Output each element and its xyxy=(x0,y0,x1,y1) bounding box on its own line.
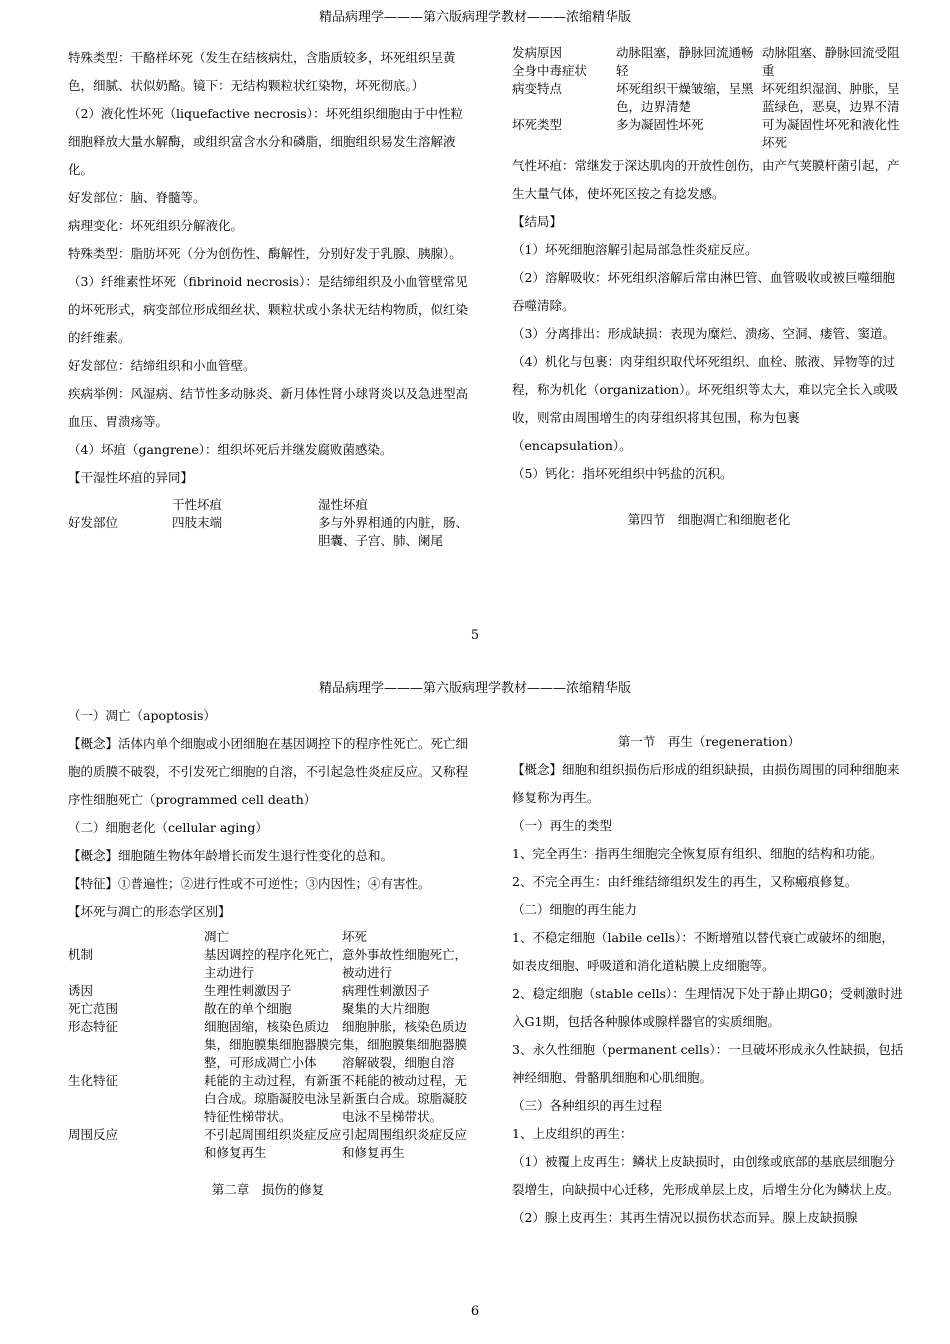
table-cell: 不引起周围组织炎症反应和修复再生 xyxy=(204,1127,342,1160)
table-cell: 形态特征 xyxy=(68,1019,119,1034)
paragraph: （3）纤维素性坏死（fibrinoid necrosis）：是结缔组织及小血管壁常见的坏死形式，病变部位形成细丝状、颗粒状或小条状无结构物质，似红染的纤维素。 xyxy=(68,274,469,345)
page-6 xyxy=(0,665,950,1344)
table-header-row xyxy=(68,928,468,946)
section-title: 第四节 细胞凋亡和细胞老化 xyxy=(627,512,791,527)
table-header xyxy=(68,928,204,946)
paragraph: 【概念】细胞随生物体年龄增长而发生退行性变化的总和。 xyxy=(68,848,394,863)
table-row xyxy=(68,514,468,550)
chapter-title: 第二章 损伤的修复 xyxy=(211,1182,325,1197)
paragraph: （2）腺上皮再生：其再生情况以损伤状态而异。腺上皮缺损腺 xyxy=(512,1210,858,1225)
table-header: 凋亡 xyxy=(204,929,230,944)
table-cell: 周围反应 xyxy=(68,1127,119,1142)
paragraph: 1、上皮组织的再生： xyxy=(512,1126,633,1141)
paragraph: （2）液化性坏死（liquefactive necrosis）：坏死组织细胞由于中性粒细胞释放大量水解酶，或组织富含水分和磷脂，细胞组织易发生溶解液化。 xyxy=(68,106,463,177)
gangrene-table-head xyxy=(68,496,468,550)
paragraph: 好发部位：结缔组织和小血管壁。 xyxy=(68,358,256,373)
table-cell: 坏死组织干燥皱缩，呈黑色，边界清楚 xyxy=(616,81,754,114)
paragraph: 【特征】①普遍性；②进行性或不可逆性；③内因性；④有害性。 xyxy=(68,876,431,891)
paragraph: 好发部位：脑、脊髓等。 xyxy=(68,190,206,205)
section-heading: 【坏死与凋亡的形态学区别】 xyxy=(68,904,231,919)
table-header-row xyxy=(68,496,468,514)
table-cell: 聚集的大片细胞 xyxy=(342,1001,430,1016)
paragraph: 1、完全再生：指再生细胞完全恢复原有组织、细胞的结构和功能。 xyxy=(512,846,883,861)
table-cell: 细胞固缩，核染色质边集，细胞膜集细胞器膜完整，可形成凋亡小体 xyxy=(204,1019,342,1070)
table-row xyxy=(512,62,906,80)
table-cell: 引起周围组织炎症反应和修复再生 xyxy=(342,1127,468,1160)
table-cell: 四肢末端 xyxy=(172,515,223,530)
paragraph: 【概念】细胞和组织损伤后形成的组织缺损，由损伤周围的同种细胞来修复称为再生。 xyxy=(512,762,900,805)
table-cell: 全身中毒症状 xyxy=(512,63,588,78)
table-cell: 意外事故性细胞死亡，被动进行 xyxy=(342,947,468,980)
table-header: 湿性坏疽 xyxy=(318,497,369,512)
table-cell: 重 xyxy=(762,63,775,78)
table-header: 坏死 xyxy=(342,929,368,944)
paragraph: （4）坏疽（gangrene）：组织坏死后并继发腐败菌感染。 xyxy=(68,442,393,457)
left-column xyxy=(68,702,468,1204)
table-cell: 生理性刺激因子 xyxy=(204,983,292,998)
table-cell: 生化特征 xyxy=(68,1073,119,1088)
paragraph: 气性坏疽：常继发于深达肌肉的开放性创伤，由产气荚膜杆菌引起，产生大量气体，使坏死区按之有捻发感。 xyxy=(512,158,900,201)
paragraph: （4）机化与包裹：肉芽组织取代坏死组织、血栓、脓液、异物等的过程，称为机化（organization）。坏死组织等太大，难以完全长入或吸收，则常由周围增生的肉芽组织将其包围，称为包裹（encapsulation）。 xyxy=(512,354,898,453)
paragraph: （1）被覆上皮再生：鳞状上皮缺损时，由创缘或底部的基底层细胞分裂增生，向缺损中心迁移，先形成单层上皮，后增生分化为鳞状上皮。 xyxy=(512,1154,900,1197)
paragraph: （一）再生的类型 xyxy=(512,818,613,833)
paragraph: （二）细胞的再生能力 xyxy=(512,902,638,917)
paragraph: （1）坏死细胞溶解引起局部急性炎症反应。 xyxy=(512,242,758,257)
table-cell: 好发部位 xyxy=(68,515,119,530)
page-5 xyxy=(0,0,950,660)
table-cell: 病变特点 xyxy=(512,81,563,96)
table-cell: 死亡范围 xyxy=(68,1001,119,1016)
table-cell: 多与外界相通的内脏，肠、胆囊、子宫、肺、阑尾 xyxy=(318,515,469,548)
paragraph: （三）各种组织的再生过程 xyxy=(512,1098,663,1113)
paragraph: 疾病举例：风湿病、结节性多动脉炎、新月体性肾小球肾炎以及急进型高血压、胃溃疡等。 xyxy=(68,386,469,429)
table-cell: 动脉阻塞，静脉回流通畅 xyxy=(616,45,754,60)
paragraph: （2）溶解吸收：坏死组织溶解后常由淋巴管、血管吸收或被巨噬细胞吞噬清除。 xyxy=(512,270,895,313)
paragraph: 【概念】活体内单个细胞或小团细胞在基因调控下的程序性死亡。死亡细胞的质膜不破裂，不引发死亡细胞的自溶，不引起急性炎症反应。又称程序性细胞死亡（programmed cell death） xyxy=(68,736,469,807)
table-cell: 病理性刺激因子 xyxy=(342,983,430,998)
table-cell: 坏死组织湿润、肿胀，呈蓝绿色，恶臭，边界不清 xyxy=(762,81,900,114)
paragraph: 病理变化：坏死组织分解液化。 xyxy=(68,218,244,233)
table-cell: 细胞肿胀，核染色质边集，细胞膜集细胞器膜溶解破裂，细胞自溶 xyxy=(342,1019,468,1070)
paragraph: 特殊类型：干酪样坏死（发生在结核病灶，含脂质较多，坏死组织呈黄色，细腻、状似奶酪。镜下：无结构颗粒状红染物，坏死彻底。） xyxy=(68,50,456,93)
right-column xyxy=(512,728,906,1232)
table-row xyxy=(512,44,906,62)
paragraph: （一）凋亡（apoptosis） xyxy=(68,708,216,723)
section-heading: 【干湿性坏疽的异同】 xyxy=(68,470,194,485)
paragraph: 1、不稳定细胞（labile cells）：不断增殖以替代衰亡或破坏的细胞，如表皮细胞、呼吸道和消化道粘膜上皮细胞等。 xyxy=(512,930,894,973)
table-cell: 可为凝固性坏死和液化性坏死 xyxy=(762,117,900,150)
table-cell: 散在的单个细胞 xyxy=(204,1001,292,1016)
page-number: 6 xyxy=(470,1304,480,1319)
apoptosis-necrosis-table xyxy=(68,928,468,1162)
table-cell: 耗能的主动过程，有新蛋白合成。琼脂凝胶电泳呈特征性梯带状。 xyxy=(204,1073,342,1124)
paragraph: 2、稳定细胞（stable cells）：生理情况下处于静止期G0；受刺激时进入G1期，包括各种腺体或腺样器官的实质细胞。 xyxy=(512,986,903,1029)
paragraph: 特殊类型：脂肪坏死（分为创伤性、酶解性，分别好发于乳腺、胰腺）。 xyxy=(68,246,462,261)
left-column xyxy=(68,44,468,550)
paragraph: （3）分离排出：形成缺损：表现为糜烂、溃疡、空洞、瘘管、窦道。 xyxy=(512,326,895,341)
right-column xyxy=(512,44,906,534)
table-row xyxy=(512,116,906,152)
table-row xyxy=(512,80,906,116)
running-header: 精品病理学———第六版病理学教材———浓缩精华版 xyxy=(318,681,631,696)
paragraph: 2、不完全再生：由纤维结缔组织发生的再生，又称瘢痕修复。 xyxy=(512,874,858,889)
section-heading: 【结局】 xyxy=(512,214,563,229)
table-row xyxy=(68,982,468,1000)
table-header xyxy=(68,496,172,514)
table-cell: 不耗能的被动过程，无新蛋白合成。琼脂凝胶电泳不呈梯带状。 xyxy=(342,1073,468,1124)
table-row xyxy=(68,946,468,982)
table-cell: 诱因 xyxy=(68,983,94,998)
table-row xyxy=(68,1018,468,1072)
paragraph: （二）细胞老化（cellular aging） xyxy=(68,820,268,835)
table-cell: 多为凝固性坏死 xyxy=(616,117,704,132)
gangrene-table-body xyxy=(512,44,906,152)
section-title: 第一节 再生（regeneration） xyxy=(617,734,801,749)
table-cell: 机制 xyxy=(68,947,94,962)
table-cell: 基因调控的程序化死亡，主动进行 xyxy=(204,947,342,980)
paragraph: 3、永久性细胞（permanent cells）：一旦破坏形成永久性缺损，包括神经细胞、骨骼肌细胞和心肌细胞。 xyxy=(512,1042,904,1085)
running-header: 精品病理学———第六版病理学教材———浓缩精华版 xyxy=(318,10,631,25)
page-number: 5 xyxy=(470,628,480,643)
table-row xyxy=(68,1000,468,1018)
table-row xyxy=(68,1126,468,1162)
table-row xyxy=(68,1072,468,1126)
table-header: 干性坏疽 xyxy=(172,497,223,512)
paragraph: （5）钙化：指坏死组织中钙盐的沉积。 xyxy=(512,466,733,481)
table-cell: 发病原因 xyxy=(512,45,563,60)
table-cell: 坏死类型 xyxy=(512,117,563,132)
table-cell: 动脉阻塞、静脉回流受阻 xyxy=(762,45,900,60)
table-cell: 轻 xyxy=(616,63,629,78)
